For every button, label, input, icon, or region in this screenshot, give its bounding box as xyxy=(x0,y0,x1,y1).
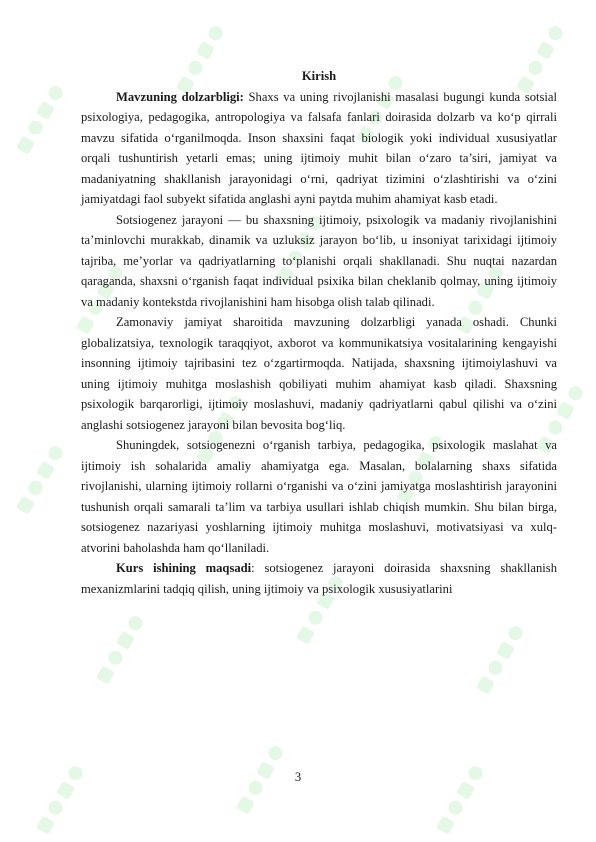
watermark-mark xyxy=(96,614,145,685)
watermark-mark xyxy=(16,444,65,515)
watermark-mark xyxy=(16,84,65,155)
paragraph-text: Sotsiogenez jarayoni — bu shaxsning ijtimoiy, psixologik va madaniy rivojlanishini ta’minlovchi murakkab, dinamik va uzluksiz jarayon bo‘lib, u insoniyat tarixidagi ijtimoiy tajriba, me’yorlar va qadriyatlarning to‘planishi orqali shakllanadi. Shu nuqtai nazardan qaraganda, shaxsni o‘rganish faqat individual psixika bilan cheklanib qolmay, uning ijtimoiy va madaniy kontekstda rivojlanishini ham hisobga olish talab qilinadi. xyxy=(81,212,557,309)
paragraph-text: : sotsiogenez jarayoni doirasida shaxsning shakllanish mexanizmlarini tadqiq qilish, uning ijtimoiy va psixologik xususiyatlarini xyxy=(81,561,557,596)
paragraph-lead: Mavzuning dolzarbligi: xyxy=(116,89,244,104)
paragraph-lead: Kurs ishining maqsadi xyxy=(116,561,252,575)
paragraph-1 xyxy=(81,87,557,210)
paragraph-text: Shuningdek, sotsiogenezni o‘rganish tarbiya, pedagogika, psixologik maslahat va ijtimoiy ish sohalarida amaliy ahamiyatga ega. Masalan, bolalarning shaxs sifatida rivojlanishi, ularning ijtimoiy rollarni o‘rganishi va o‘zini jamiyatga moslashtirish jarayonini tushunish orqali samarali ta’lim va tarbiya usullari ishlab chiqish mumkin. Shu bilan birga, sotsiogenez nazariyasi yoshlarning ijtimoiy muhitga moslashuvi, motivatsiyasi va xulq-atvorini baholashda ham qo‘llaniladi. xyxy=(81,438,557,555)
page-number: 3 xyxy=(294,770,302,784)
paragraph-3 xyxy=(81,312,557,435)
section-title: Kirish xyxy=(301,69,337,83)
paragraph-text: Zamonaviy jamiyat sharoitida mavzuning dolzarbligi yanada oshadi. Chunki globalizatsiya, texnologik taraqqiyot, axborot va kommunikatsiya vositalarining kengayishi insonning ijtimoiy tajribasini tez o‘zgartirmoqda. Natijada, shaxsning ijtimoiylashuvi va uning ijtimoiy muhitga moslashish qobiliyati muhim ahamiyat kasb qiladi. Shaxsning psixologik barqarorligi, ijtimoiy moslashuvi, madaniy qadriyatlarni qabul qilishi va o‘zini anglashi sotsiogenez jarayoni bilan bevosita bog‘liq. xyxy=(81,315,557,432)
paragraph-text: Shaxs va uning rivojlanishi masalasi bugungi kunda sotsial psixologiya, pedagogika, antropologiya va falsafa fanlari doirasida dolzarb va ko‘p qirrali mavzu sifatida o‘rganilmoqda. Inson shaxsini faqat biologik yoki individual xususiyatlar orqali tushuntirish yetarli emas; uning ijtimoiy muhit bilan o‘zaro ta’siri, jamiyat va madaniyatning shakllanish jarayonidagi o‘rni, qadriyat tizimini o‘zlashtirishi va o‘zini jamiyatdagi faol subyekt sifatida anglashi ayni paytda muhim ahamiyat kasb etadi. xyxy=(81,89,558,206)
document-body xyxy=(81,66,557,599)
watermark-mark xyxy=(476,624,525,695)
paragraph-5 xyxy=(81,558,557,599)
paragraph-4 xyxy=(81,435,557,558)
paragraph-2 xyxy=(81,210,557,313)
